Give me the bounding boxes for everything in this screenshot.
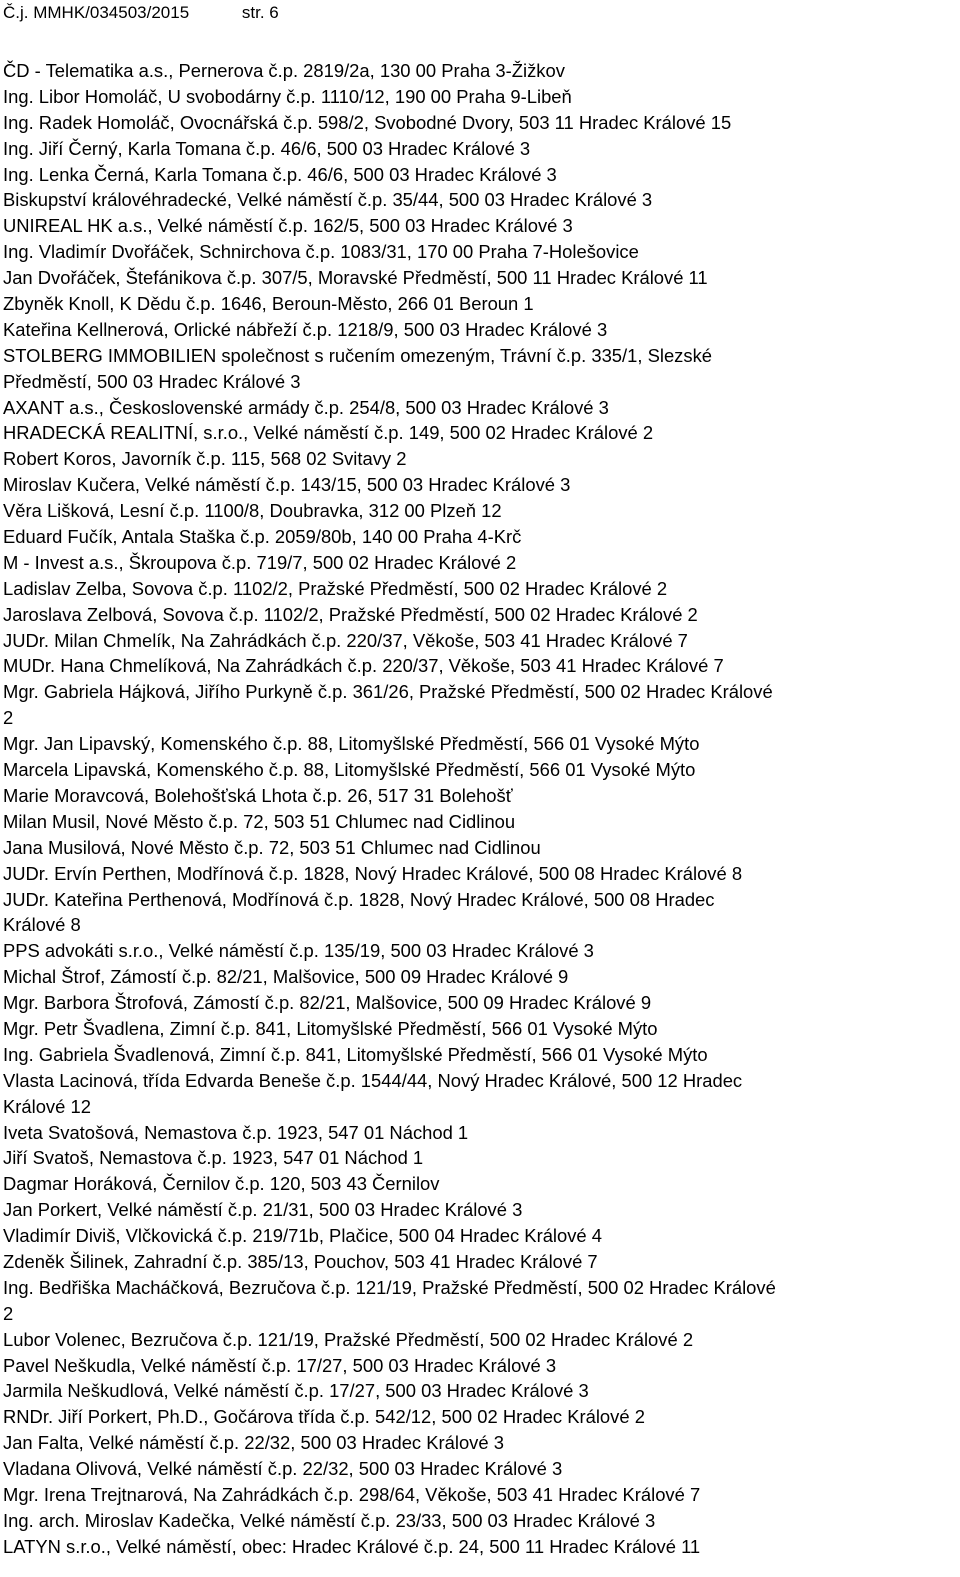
address-line: HRADECKÁ REALITNÍ, s.r.o., Velké náměstí č.p. 149, 500 02 Hradec Králové 2 [3,422,654,444]
address-line: Věra Lišková, Lesní č.p. 1100/8, Doubravka, 312 00 Plzeň 12 [3,500,502,522]
address-line: JUDr. Kateřina Perthenová, Modřínová č.p. 1828, Nový Hradec Králové, 500 08 Hradec [3,888,715,910]
address-line: Mgr. Petr Švadlena, Zimní č.p. 841, Litomyšlské Předměstí, 566 01 Vysoké Mýto [3,1017,658,1039]
address-line: Ing. Vladimír Dvořáček, Schnirchova č.p. 1083/31, 170 00 Praha 7-Holešovice [3,241,639,263]
address-line: Ladislav Zelba, Sovova č.p. 1102/2, Pražské Předměstí, 500 02 Hradec Králové 2 [3,577,668,599]
address-line: Pavel Neškudla, Velké náměstí č.p. 17/27, 500 03 Hradec Králové 3 [3,1354,557,1376]
address-line: Mgr. Irena Trejtnarová, Na Zahrádkách č.p. 298/64, Věkoše, 503 41 Hradec Králové 7 [3,1483,701,1505]
address-line: 2 [3,707,14,729]
address-line: Zbyněk Knoll, K Dědu č.p. 1646, Beroun-Město, 266 01 Beroun 1 [3,293,534,315]
address-list [3,58,955,1560]
address-line: Ing. Gabriela Švadlenová, Zimní č.p. 841, Litomyšlské Předměstí, 566 01 Vysoké Mýto [3,1043,708,1065]
address-line: RNDr. Jiří Porkert, Ph.D., Gočárova třída č.p. 542/12, 500 02 Hradec Králové 2 [3,1406,645,1428]
address-line: PPS advokáti s.r.o., Velké náměstí č.p. 135/19, 500 03 Hradec Králové 3 [3,940,594,962]
address-line: JUDr. Ervín Perthen, Modřínová č.p. 1828, Nový Hradec Králové, 500 08 Hradec Králové 8 [3,862,743,884]
address-line: 2 [3,1302,14,1324]
address-line: M - Invest a.s., Škroupova č.p. 719/7, 500 02 Hradec Králové 2 [3,551,517,573]
address-line: Vlasta Lacinová, třída Edvarda Beneše č.p. 1544/44, Nový Hradec Králové, 500 12 Hradec [3,1069,743,1091]
address-line: Robert Koros, Javorník č.p. 115, 568 02 Svitavy 2 [3,448,407,470]
address-line: LATYN s.r.o., Velké náměstí, obec: Hradec Králové č.p. 24, 500 11 Hradec Králové 11 [3,1535,701,1557]
address-line: Marie Moravcová, Bolehošťská Lhota č.p. 26, 517 31 Bolehošť [3,784,513,806]
address-line: Králové 12 [3,1095,91,1117]
address-line: Lubor Volenec, Bezručova č.p. 121/19, Pražské Předměstí, 500 02 Hradec Králové 2 [3,1328,694,1350]
address-line: Vladana Olivová, Velké náměstí č.p. 22/32, 500 03 Hradec Králové 3 [3,1458,563,1480]
address-line: Mgr. Barbora Štrofová, Zámostí č.p. 82/21, Malšovice, 500 09 Hradec Králové 9 [3,992,652,1014]
address-line: Eduard Fučík, Antala Staška č.p. 2059/80b, 140 00 Praha 4-Krč [3,526,522,548]
address-line: Jaroslava Zelbová, Sovova č.p. 1102/2, Pražské Předměstí, 500 02 Hradec Králové 2 [3,603,698,625]
address-line: Jan Falta, Velké náměstí č.p. 22/32, 500 03 Hradec Králové 3 [3,1432,504,1454]
address-line: Vladimír Diviš, Vlčkovická č.p. 219/71b, Plačice, 500 04 Hradec Králové 4 [3,1225,602,1247]
address-line: Ing. Jiří Černý, Karla Tomana č.p. 46/6, 500 03 Hradec Králové 3 [3,137,531,159]
address-line: Mgr. Jan Lipavský, Komenského č.p. 88, Litomyšlské Předměstí, 566 01 Vysoké Mýto [3,733,700,755]
address-line: Ing. Radek Homoláč, Ovocnářská č.p. 598/2, Svobodné Dvory, 503 11 Hradec Králové 15 [3,111,732,133]
address-line: Kateřina Kellnerová, Orlické nábřeží č.p. 1218/9, 500 03 Hradec Králové 3 [3,318,608,340]
address-line: Ing. arch. Miroslav Kadečka, Velké náměstí č.p. 23/33, 500 03 Hradec Králové 3 [3,1509,656,1531]
address-line: Iveta Svatošová, Nemastova č.p. 1923, 547 01 Náchod 1 [3,1121,469,1143]
case-number: Č.j. MMHK/034503/2015 [3,3,190,22]
address-line: Ing. Lenka Černá, Karla Tomana č.p. 46/6, 500 03 Hradec Králové 3 [3,163,557,185]
address-line: Králové 8 [3,914,81,936]
page-number: str. 6 [241,3,279,22]
address-line: Ing. Bedřiška Macháčková, Bezručova č.p. 121/19, Pražské Předměstí, 500 02 Hradec Králové [3,1276,776,1298]
address-line: ČD - Telematika a.s., Pernerova č.p. 2819/2a, 130 00 Praha 3-Žižkov [3,60,565,81]
address-line: JUDr. Milan Chmelík, Na Zahrádkách č.p. 220/37, Věkoše, 503 41 Hradec Králové 7 [3,629,688,651]
address-line: Biskupství královéhradecké, Velké náměstí č.p. 35/44, 500 03 Hradec Králové 3 [3,189,653,211]
address-line: Miroslav Kučera, Velké náměstí č.p. 143/15, 500 03 Hradec Králové 3 [3,474,571,496]
address-line: Dagmar Horáková, Černilov č.p. 120, 503 43 Černilov [3,1173,440,1195]
address-line: Jarmila Neškudlová, Velké náměstí č.p. 17/27, 500 03 Hradec Králové 3 [3,1380,589,1402]
address-line: AXANT a.s., Československé armády č.p. 254/8, 500 03 Hradec Králové 3 [3,396,609,418]
address-line: Jan Porkert, Velké náměstí č.p. 21/31, 500 03 Hradec Králové 3 [3,1199,523,1221]
address-line: Ing. Libor Homoláč, U svobodárny č.p. 1110/12, 190 00 Praha 9-Libeň [3,85,572,107]
address-line: STOLBERG IMMOBILIEN společnost s ručením omezeným, Trávní č.p. 335/1, Slezské [3,344,712,366]
address-line: Mgr. Gabriela Hájková, Jiřího Purkyně č.p. 361/26, Pražské Předměstí, 500 02 Hradec Králové [3,681,773,703]
address-line: Jana Musilová, Nové Město č.p. 72, 503 51 Chlumec nad Cidlinou [3,836,541,858]
address-line: Marcela Lipavská, Komenského č.p. 88, Litomyšlské Předměstí, 566 01 Vysoké Mýto [3,759,696,781]
address-line: Jiří Svatoš, Nemastova č.p. 1923, 547 01 Náchod 1 [3,1147,424,1169]
address-line: Zdeněk Šilinek, Zahradní č.p. 385/13, Pouchov, 503 41 Hradec Králové 7 [3,1250,598,1272]
address-line: Milan Musil, Nové Město č.p. 72, 503 51 Chlumec nad Cidlinou [3,810,516,832]
address-line: Předměstí, 500 03 Hradec Králové 3 [3,370,301,392]
address-line: UNIREAL HK a.s., Velké náměstí č.p. 162/5, 500 03 Hradec Králové 3 [3,215,573,237]
address-line: Jan Dvořáček, Štefánikova č.p. 307/5, Moravské Předměstí, 500 11 Hradec Králové 11 [3,267,708,289]
address-line: MUDr. Hana Chmelíková, Na Zahrádkách č.p. 220/37, Věkoše, 503 41 Hradec Králové 7 [3,655,724,677]
address-line: Michal Štrof, Zámostí č.p. 82/21, Malšovice, 500 09 Hradec Králové 9 [3,966,569,988]
page-header [3,2,279,24]
